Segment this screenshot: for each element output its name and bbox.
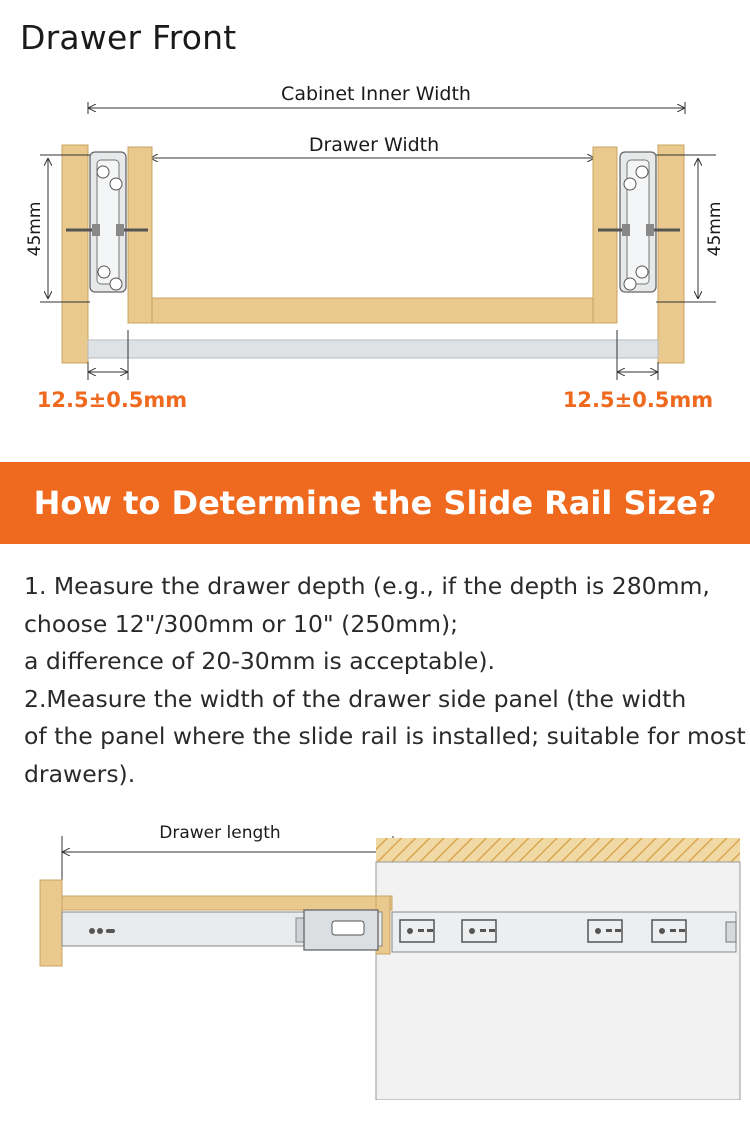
cabinet-width-label: Cabinet Inner Width — [281, 83, 471, 105]
drawer-front-diagram — [0, 0, 750, 440]
banner-title: How to Determine the Slide Rail Size? — [33, 484, 717, 522]
drawer-side-board — [62, 896, 392, 910]
drawer-base-plate — [88, 340, 658, 358]
instruction-line: drawers). — [24, 759, 136, 788]
instruction-line: of the panel where the slide rail is installed; suitable for most — [24, 722, 746, 750]
drawer-front-panel — [40, 880, 62, 966]
drawer-width-label: Drawer Width — [308, 134, 440, 156]
cabinet-wall-right — [658, 145, 684, 363]
drawer-side-right — [593, 147, 617, 323]
instruction-line: 2.Measure the width of the drawer side panel (the width — [24, 684, 687, 713]
drawer-length-diagram — [0, 800, 750, 1100]
instructions — [24, 568, 746, 793]
instruction-line: 1. Measure the drawer depth (e.g., if the depth is 280mm, — [24, 572, 710, 600]
drawer-side-left — [128, 147, 152, 323]
height-label-right: 45mm — [705, 201, 725, 257]
instruction-line: a difference of 20-30mm is acceptable). — [24, 647, 495, 675]
instruction-line: choose 12"/300mm or 10" (250mm); — [24, 609, 459, 638]
section-banner — [0, 462, 750, 544]
height-label-left: 45mm — [25, 201, 45, 257]
cabinet-side-panel — [376, 862, 740, 1100]
gap-label-right: 12.5±0.5mm — [562, 388, 714, 412]
cabinet-wall-left — [62, 145, 88, 363]
drawer-bottom — [152, 298, 593, 323]
page-title: Drawer Front — [20, 18, 237, 57]
cabinet-top-hatch — [376, 838, 740, 862]
gap-label-left: 12.5±0.5mm — [36, 388, 188, 412]
drawer-length-label: Drawer length — [159, 823, 281, 843]
